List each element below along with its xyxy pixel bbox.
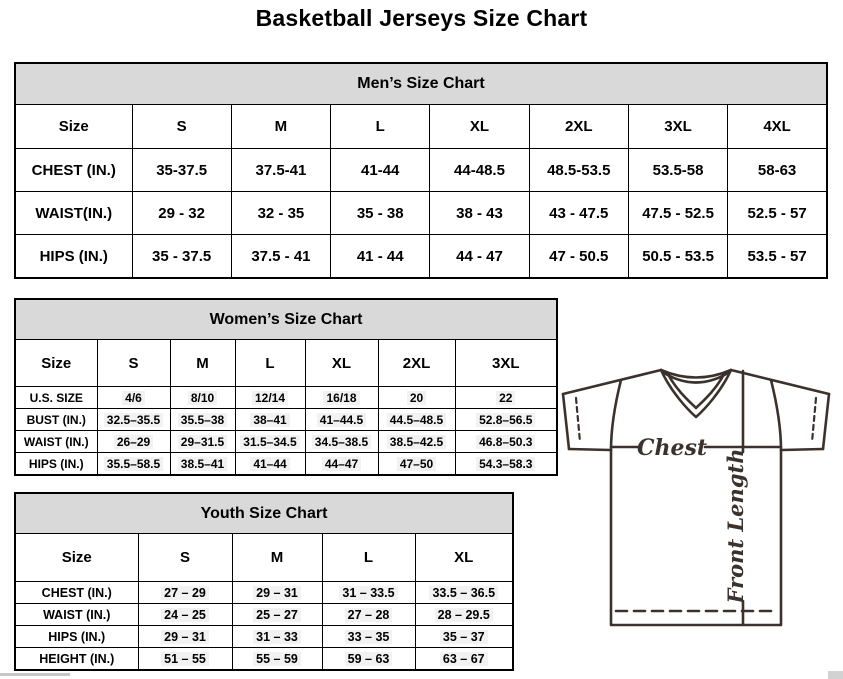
cell-value: 24 – 25: [161, 608, 209, 622]
cell-value: 54.3–58.3: [476, 457, 535, 471]
value-cell: [232, 626, 322, 648]
table-title-band: [15, 493, 513, 534]
cell-value: 38.5–41: [178, 457, 227, 471]
value-cell: [138, 582, 232, 604]
value-cell: [415, 582, 513, 604]
cell-value: 32 - 35: [257, 204, 305, 222]
value-cell: [138, 648, 232, 671]
table-row: [15, 604, 513, 626]
column-header: 4XL: [728, 105, 827, 149]
value-cell: [170, 453, 235, 476]
cell-value: 52.5 - 57: [747, 204, 807, 222]
horizontal-scrollbar-thumb[interactable]: [0, 673, 70, 676]
value-cell: [232, 648, 322, 671]
table-row: [15, 149, 827, 192]
cell-value: 37.5-41: [255, 161, 307, 179]
cell-value: 4/6: [122, 391, 145, 405]
table-row: [15, 626, 513, 648]
value-cell: [378, 431, 455, 453]
womens-size-chart-table: [14, 298, 558, 476]
cell-value: 28 – 29.5: [435, 608, 493, 622]
value-cell: [138, 626, 232, 648]
column-header: Size: [15, 340, 97, 387]
cell-value: 35.5–38: [178, 413, 227, 427]
value-cell: [97, 431, 170, 453]
value-cell: [322, 604, 415, 626]
cell-value: 43 - 47.5: [549, 204, 609, 222]
value-cell: [235, 453, 305, 476]
cell-value: 50.5 - 53.5: [642, 247, 714, 265]
cell-value: 47.5 - 52.5: [642, 204, 714, 222]
value-cell: [529, 235, 628, 279]
cell-value: 44–47: [322, 457, 361, 471]
cell-value: 35-37.5: [156, 161, 208, 179]
cell-value: 41-44: [361, 161, 400, 179]
value-cell: [728, 192, 827, 235]
row-label: CHEST (IN.): [15, 582, 138, 604]
value-cell: [430, 235, 529, 279]
value-cell: [305, 431, 378, 453]
column-header: L: [331, 105, 430, 149]
cell-value: 48.5-53.5: [547, 161, 611, 179]
cell-value: 29–31.5: [178, 435, 227, 449]
value-cell: [170, 387, 235, 409]
cell-value: 63 – 67: [440, 652, 488, 666]
cell-value: 44-48.5: [454, 161, 505, 179]
column-header: Size: [15, 105, 132, 149]
value-cell: [170, 431, 235, 453]
cell-value: 41 - 44: [356, 247, 404, 265]
table-title-band: [15, 299, 557, 340]
value-cell: [331, 235, 430, 279]
cell-value: 16/18: [323, 391, 359, 405]
value-cell: [728, 235, 827, 279]
value-cell: [170, 409, 235, 431]
value-cell: [455, 409, 557, 431]
column-header: S: [97, 340, 170, 387]
value-cell: [235, 387, 305, 409]
column-header: S: [138, 534, 232, 582]
row-label: WAIST (IN.): [15, 604, 138, 626]
value-cell: [378, 453, 455, 476]
table-title: Youth Size Chart: [15, 493, 513, 534]
value-cell: [628, 235, 727, 279]
chest-label: Chest: [636, 435, 708, 461]
cell-value: 55 – 59: [253, 652, 301, 666]
cell-value: 51 – 55: [161, 652, 209, 666]
value-cell: [415, 648, 513, 671]
value-cell: [132, 192, 231, 235]
cell-value: 34.5–38.5: [312, 435, 371, 449]
cell-value: 27 – 28: [345, 608, 393, 622]
table-title-band: [15, 63, 827, 105]
column-header: M: [231, 105, 330, 149]
value-cell: [97, 409, 170, 431]
cell-value: 35.5–58.5: [104, 457, 163, 471]
row-label: WAIST(IN.): [15, 192, 132, 235]
value-cell: [132, 149, 231, 192]
value-cell: [529, 192, 628, 235]
value-cell: [455, 453, 557, 476]
cell-value: 12/14: [252, 391, 288, 405]
value-cell: [132, 235, 231, 279]
cell-value: 59 – 63: [345, 652, 393, 666]
row-label: WAIST (IN.): [15, 431, 97, 453]
column-header: L: [322, 534, 415, 582]
table-header-row: [15, 340, 557, 387]
value-cell: [378, 387, 455, 409]
value-cell: [231, 235, 330, 279]
cell-value: 35 - 38: [356, 204, 404, 222]
cell-value: 44.5–48.5: [387, 413, 446, 427]
cell-value: 25 – 27: [253, 608, 301, 622]
value-cell: [97, 453, 170, 476]
table-row: [15, 235, 827, 279]
value-cell: [430, 149, 529, 192]
value-cell: [305, 453, 378, 476]
cell-value: 37.5 - 41: [251, 247, 311, 265]
value-cell: [628, 149, 727, 192]
value-cell: [529, 149, 628, 192]
cell-value: 47–50: [397, 457, 436, 471]
cell-value: 27 – 29: [161, 586, 209, 600]
table-row: [15, 387, 557, 409]
scrollbar-corner[interactable]: [828, 671, 843, 679]
value-cell: [415, 604, 513, 626]
cell-value: 31.5–34.5: [240, 435, 299, 449]
column-header: XL: [430, 105, 529, 149]
cell-value: 29 - 32: [158, 204, 205, 222]
row-label: HIPS (IN.): [15, 453, 97, 476]
row-label: U.S. SIZE: [15, 387, 97, 409]
value-cell: [232, 582, 322, 604]
value-cell: [455, 387, 557, 409]
row-label: BUST (IN.): [15, 409, 97, 431]
value-cell: [231, 192, 330, 235]
row-label: HEIGHT (IN.): [15, 648, 138, 671]
column-header: 3XL: [628, 105, 727, 149]
cell-value: 29 – 31: [253, 586, 301, 600]
table-row: [15, 453, 557, 476]
cell-value: 58-63: [757, 161, 797, 179]
cell-value: 41–44: [250, 457, 289, 471]
column-header: 3XL: [455, 340, 557, 387]
cell-value: 33.5 – 36.5: [429, 586, 498, 600]
table-row: [15, 431, 557, 453]
cell-value: 52.8–56.5: [476, 413, 535, 427]
column-header: XL: [415, 534, 513, 582]
cell-value: 53.5-58: [652, 161, 704, 179]
cell-value: 46.8–50.3: [476, 435, 535, 449]
value-cell: [628, 192, 727, 235]
jersey-outline: [563, 370, 829, 625]
table-row: [15, 192, 827, 235]
cell-value: 41–44.5: [317, 413, 366, 427]
cell-value: 22: [496, 391, 515, 405]
value-cell: [322, 582, 415, 604]
value-cell: [455, 431, 557, 453]
table-row: [15, 648, 513, 671]
value-cell: [305, 387, 378, 409]
row-label: CHEST (IN.): [15, 149, 132, 192]
youth-size-chart-table: [14, 492, 514, 671]
value-cell: [331, 192, 430, 235]
cell-value: 26–29: [114, 435, 153, 449]
cell-value: 47 - 50.5: [549, 247, 609, 265]
column-header: XL: [305, 340, 378, 387]
value-cell: [305, 409, 378, 431]
cell-value: 31 – 33: [253, 630, 301, 644]
value-cell: [322, 648, 415, 671]
cell-value: 20: [407, 391, 426, 405]
cell-value: 35 - 37.5: [152, 247, 212, 265]
column-header: S: [132, 105, 231, 149]
table-header-row: [15, 534, 513, 582]
value-cell: [138, 604, 232, 626]
column-header: M: [170, 340, 235, 387]
table-row: [15, 409, 557, 431]
cell-value: 8/10: [188, 391, 217, 405]
cell-value: 32.5–35.5: [104, 413, 163, 427]
cell-value: 33 – 35: [345, 630, 393, 644]
value-cell: [322, 626, 415, 648]
value-cell: [235, 409, 305, 431]
mens-size-chart-table: [14, 62, 828, 279]
value-cell: [235, 431, 305, 453]
jersey-measurement-diagram: [553, 358, 843, 668]
column-header: Size: [15, 534, 138, 582]
column-header: 2XL: [378, 340, 455, 387]
value-cell: [430, 192, 529, 235]
value-cell: [331, 149, 430, 192]
cell-value: 35 – 37: [440, 630, 488, 644]
column-header: 2XL: [529, 105, 628, 149]
cell-value: 53.5 - 57: [747, 247, 807, 265]
table-header-row: [15, 105, 827, 149]
value-cell: [728, 149, 827, 192]
row-label: HIPS (IN.): [15, 626, 138, 648]
value-cell: [378, 409, 455, 431]
cell-value: 38.5–42.5: [387, 435, 446, 449]
table-title: Men’s Size Chart: [15, 63, 827, 105]
value-cell: [232, 604, 322, 626]
front-length-label: Front Length: [723, 448, 748, 604]
row-label: HIPS (IN.): [15, 235, 132, 279]
cell-value: 44 - 47: [456, 247, 503, 265]
cell-value: 38 - 43: [456, 204, 503, 222]
table-title: Women’s Size Chart: [15, 299, 557, 340]
cell-value: 38–41: [250, 413, 289, 427]
table-row: [15, 582, 513, 604]
cell-value: 29 – 31: [161, 630, 209, 644]
column-header: L: [235, 340, 305, 387]
cell-value: 31 – 33.5: [339, 586, 397, 600]
value-cell: [415, 626, 513, 648]
value-cell: [231, 149, 330, 192]
column-header: M: [232, 534, 322, 582]
value-cell: [97, 387, 170, 409]
page-title: Basketball Jerseys Size Chart: [255, 5, 588, 31]
